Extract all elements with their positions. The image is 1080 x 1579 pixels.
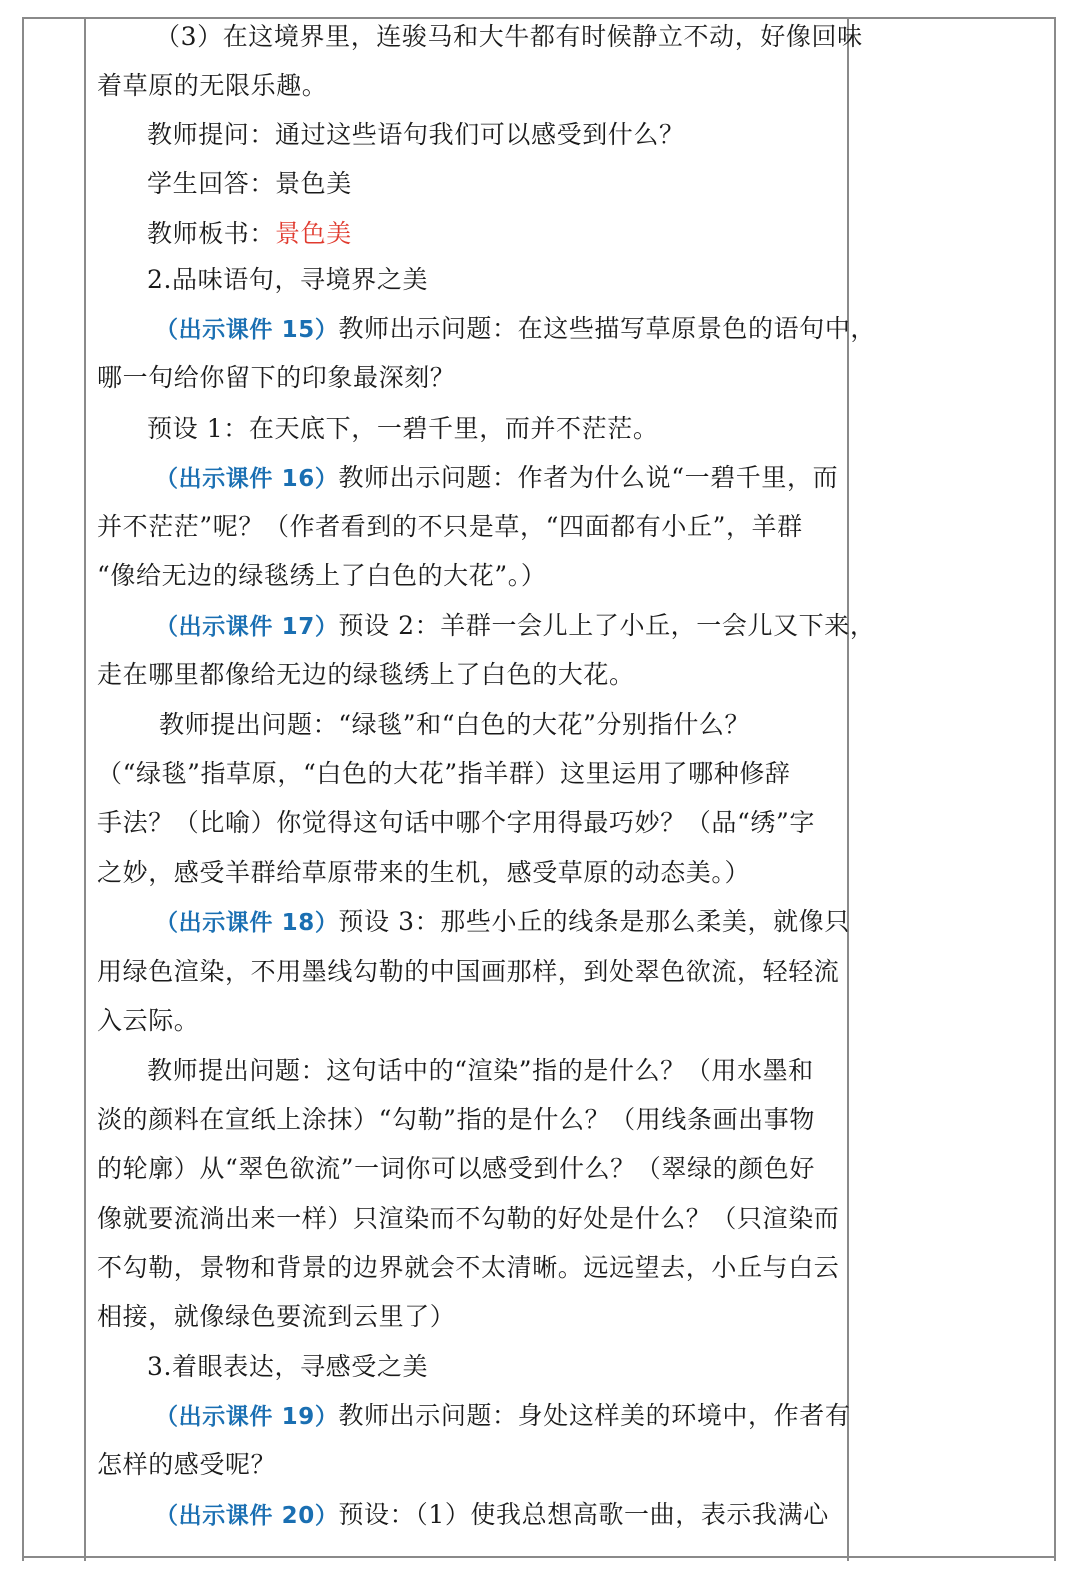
text-line — [97, 263, 907, 297]
text-line — [97, 1350, 907, 1384]
line-text: 预设 3：那些小丘的线条是那么柔美，就像只 — [338, 907, 850, 936]
text-line — [97, 1103, 857, 1137]
courseware-tag: （出示课件 20） — [155, 1503, 339, 1529]
text-line — [97, 412, 907, 446]
line-text: “像给无边的绿毯绣上了白色的大花”。） — [97, 561, 547, 590]
line-text: 教师出示问题：作者为什么说“一碧千里，而 — [338, 463, 839, 492]
courseware-tag: （出示课件 17） — [155, 614, 339, 640]
courseware-tag: （出示课件 18） — [155, 910, 339, 936]
line-text: 预设 1：在天底下，一碧千里，而并不茫茫。 — [147, 414, 659, 443]
text-line — [97, 510, 857, 544]
line-text: 教师出示问题：在这些描写草原景色的语句中， — [338, 314, 877, 343]
line-text: 相接，就像绿色要流到云里了） — [97, 1302, 456, 1331]
line-text: 预设：（1）使我总想高歌一曲，表示我满心 — [338, 1500, 829, 1529]
line-text: 教师提出问题：“绿毯”和“白色的大花”分别指什么？ — [159, 710, 751, 739]
text-line — [97, 1498, 915, 1533]
table-border-bottom — [22, 1556, 1056, 1558]
text-line — [97, 1054, 907, 1088]
text-line — [97, 905, 915, 940]
table-border-right — [1054, 18, 1056, 1561]
text-line — [97, 856, 857, 890]
table-divider-left — [84, 18, 86, 1561]
text-line — [97, 461, 915, 496]
line-prefix: 教师板书： — [147, 219, 276, 248]
table-border-left — [22, 18, 24, 1561]
text-line — [97, 806, 857, 840]
line-text: 之妙，感受羊群给草原带来的生机，感受草原的动态美。） — [97, 858, 751, 887]
text-line — [97, 1448, 857, 1482]
text-line — [97, 312, 915, 347]
line-text: 淡的颜料在宣纸上涂抹）“勾勒”指的是什么？（用线条画出事物 — [97, 1105, 815, 1134]
text-line — [97, 1004, 857, 1038]
line-text: 哪一句给你留下的印象最深刻？ — [97, 363, 456, 392]
text-line — [97, 609, 915, 644]
line-text: 手法？（比喻）你觉得这句话中哪个字用得最巧妙？（品“绣”字 — [97, 808, 815, 837]
line-text: 3.着眼表达，寻感受之美 — [147, 1352, 429, 1381]
text-line — [97, 1300, 857, 1334]
text-line — [97, 658, 857, 692]
text-line — [97, 1399, 915, 1434]
line-text: 的轮廓）从“翠色欲流”一词你可以感受到什么？（翠绿的颜色好 — [97, 1154, 815, 1183]
text-line — [97, 757, 857, 791]
line-text: 预设 2：羊群一会儿上了小丘，一会儿又下来， — [338, 611, 876, 640]
text-line — [97, 20, 915, 54]
line-text: 像就要流淌出来一样）只渲染而不勾勒的好处是什么？（只渲染而 — [97, 1204, 840, 1233]
line-text: 入云际。 — [97, 1006, 200, 1035]
line-text: （3）在这境界里，连骏马和大牛都有时候静立不动，好像回味 — [155, 22, 863, 51]
line-text: 2.品味语句，寻境界之美 — [147, 265, 429, 294]
text-line — [97, 217, 907, 251]
text-line — [97, 559, 857, 593]
text-line — [97, 167, 907, 201]
line-text: 教师提问：通过这些语句我们可以感受到什么？ — [147, 120, 685, 149]
line-text: 着草原的无限乐趣。 — [97, 71, 328, 100]
table-border-top — [22, 17, 1056, 19]
text-line — [97, 118, 907, 152]
line-text: 走在哪里都像给无边的绿毯绣上了白色的大花。 — [97, 660, 635, 689]
text-line — [97, 955, 857, 989]
text-line — [97, 1152, 857, 1186]
board-note: 景色美 — [275, 219, 352, 248]
line-text: （“绿毯”指草原，“白色的大花”指羊群）这里运用了哪种修辞 — [97, 759, 791, 788]
line-text: 学生回答：景色美 — [147, 169, 352, 198]
courseware-tag: （出示课件 19） — [155, 1404, 339, 1430]
line-text: 用绿色渲染，不用墨线勾勒的中国画那样，到处翠色欲流，轻轻流 — [97, 957, 840, 986]
line-text: 教师出示问题：身处这样美的环境中，作者有 — [338, 1401, 851, 1430]
line-text: 不勾勒，景物和背景的边界就会不太清晰。远远望去，小丘与白云 — [97, 1253, 840, 1282]
courseware-tag: （出示课件 16） — [155, 466, 339, 492]
text-line — [97, 1202, 857, 1236]
line-text: 教师提出问题：这句话中的“渲染”指的是什么？（用水墨和 — [147, 1056, 814, 1085]
text-line — [97, 708, 919, 742]
text-line — [97, 361, 857, 395]
line-text: 怎样的感受呢？ — [97, 1450, 277, 1479]
line-text: 并不茫茫”呢？（作者看到的不只是草，“四面都有小丘”，羊群 — [97, 512, 803, 541]
courseware-tag: （出示课件 15） — [155, 317, 339, 343]
text-line — [97, 1251, 857, 1285]
text-line — [97, 69, 857, 103]
